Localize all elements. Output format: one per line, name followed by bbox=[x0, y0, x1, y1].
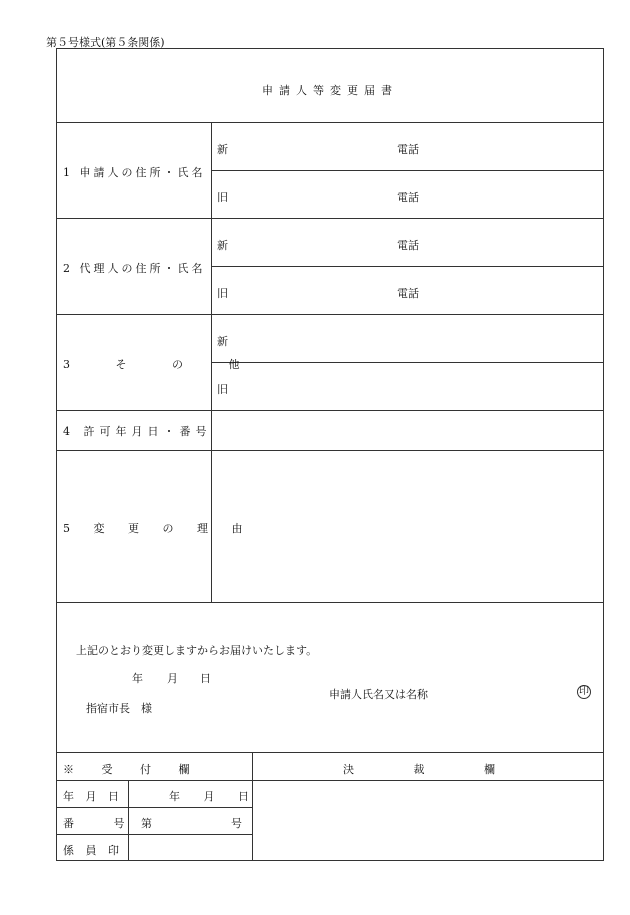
date-month: 月 bbox=[167, 672, 178, 685]
old-label: 旧 bbox=[217, 383, 228, 396]
number-prefix: 第 bbox=[141, 817, 152, 830]
new-label: 新 bbox=[217, 335, 228, 348]
form-title: 申請人等変更届書 bbox=[262, 84, 398, 97]
applicant-name-label: 申請人氏名又は名称 bbox=[329, 688, 428, 701]
row-label-other: 3 そ の 他 bbox=[63, 358, 240, 371]
phone-label: 電話 bbox=[397, 239, 419, 252]
phone-label: 電話 bbox=[397, 191, 419, 204]
number-suffix: 号 bbox=[231, 817, 242, 830]
reception-date-label: 年 月 日 bbox=[63, 790, 119, 803]
row-label-applicant: 1 申請人の住所・氏名 bbox=[63, 166, 206, 179]
reception-number-label: 番 号 bbox=[63, 817, 125, 830]
divider bbox=[57, 807, 252, 808]
divider bbox=[57, 602, 603, 603]
date-day: 日 bbox=[200, 672, 211, 685]
seal-mark: 印 bbox=[579, 686, 589, 697]
divider bbox=[211, 362, 603, 363]
divider bbox=[211, 170, 603, 171]
divider bbox=[57, 834, 252, 835]
decision-header: 決 裁 欄 bbox=[343, 763, 495, 776]
divider bbox=[57, 314, 603, 315]
divider bbox=[211, 266, 603, 267]
phone-label: 電話 bbox=[397, 143, 419, 156]
divider bbox=[128, 780, 129, 860]
form-number: 第５号様式(第５条関係) bbox=[46, 36, 165, 49]
row-label-change-reason: 5 変 更 の 理 由 bbox=[63, 522, 243, 535]
date-year: 年 bbox=[132, 672, 143, 685]
old-label: 旧 bbox=[217, 191, 228, 204]
clerk-seal-label: 係 員 印 bbox=[63, 844, 119, 857]
change-notification-form bbox=[56, 48, 604, 861]
row-label-agent: 2 代理人の住所・氏名 bbox=[63, 262, 206, 275]
divider bbox=[252, 752, 253, 860]
old-label: 旧 bbox=[217, 287, 228, 300]
divider bbox=[57, 218, 603, 219]
phone-label: 電話 bbox=[397, 287, 419, 300]
row-label-permit-date: 4 許可年月日・番号 bbox=[63, 425, 212, 438]
divider bbox=[57, 410, 603, 411]
reception-header: ※ 受 付 欄 bbox=[63, 763, 190, 776]
declaration-statement: 上記のとおり変更しますからお届けいたします。 bbox=[76, 644, 318, 657]
reception-date-value: 年 月 日 bbox=[169, 790, 249, 803]
new-label: 新 bbox=[217, 143, 228, 156]
divider bbox=[57, 450, 603, 451]
new-label: 新 bbox=[217, 239, 228, 252]
divider bbox=[57, 122, 603, 123]
divider bbox=[57, 752, 603, 753]
addressee: 指宿市長 様 bbox=[86, 702, 152, 715]
divider bbox=[57, 780, 603, 781]
